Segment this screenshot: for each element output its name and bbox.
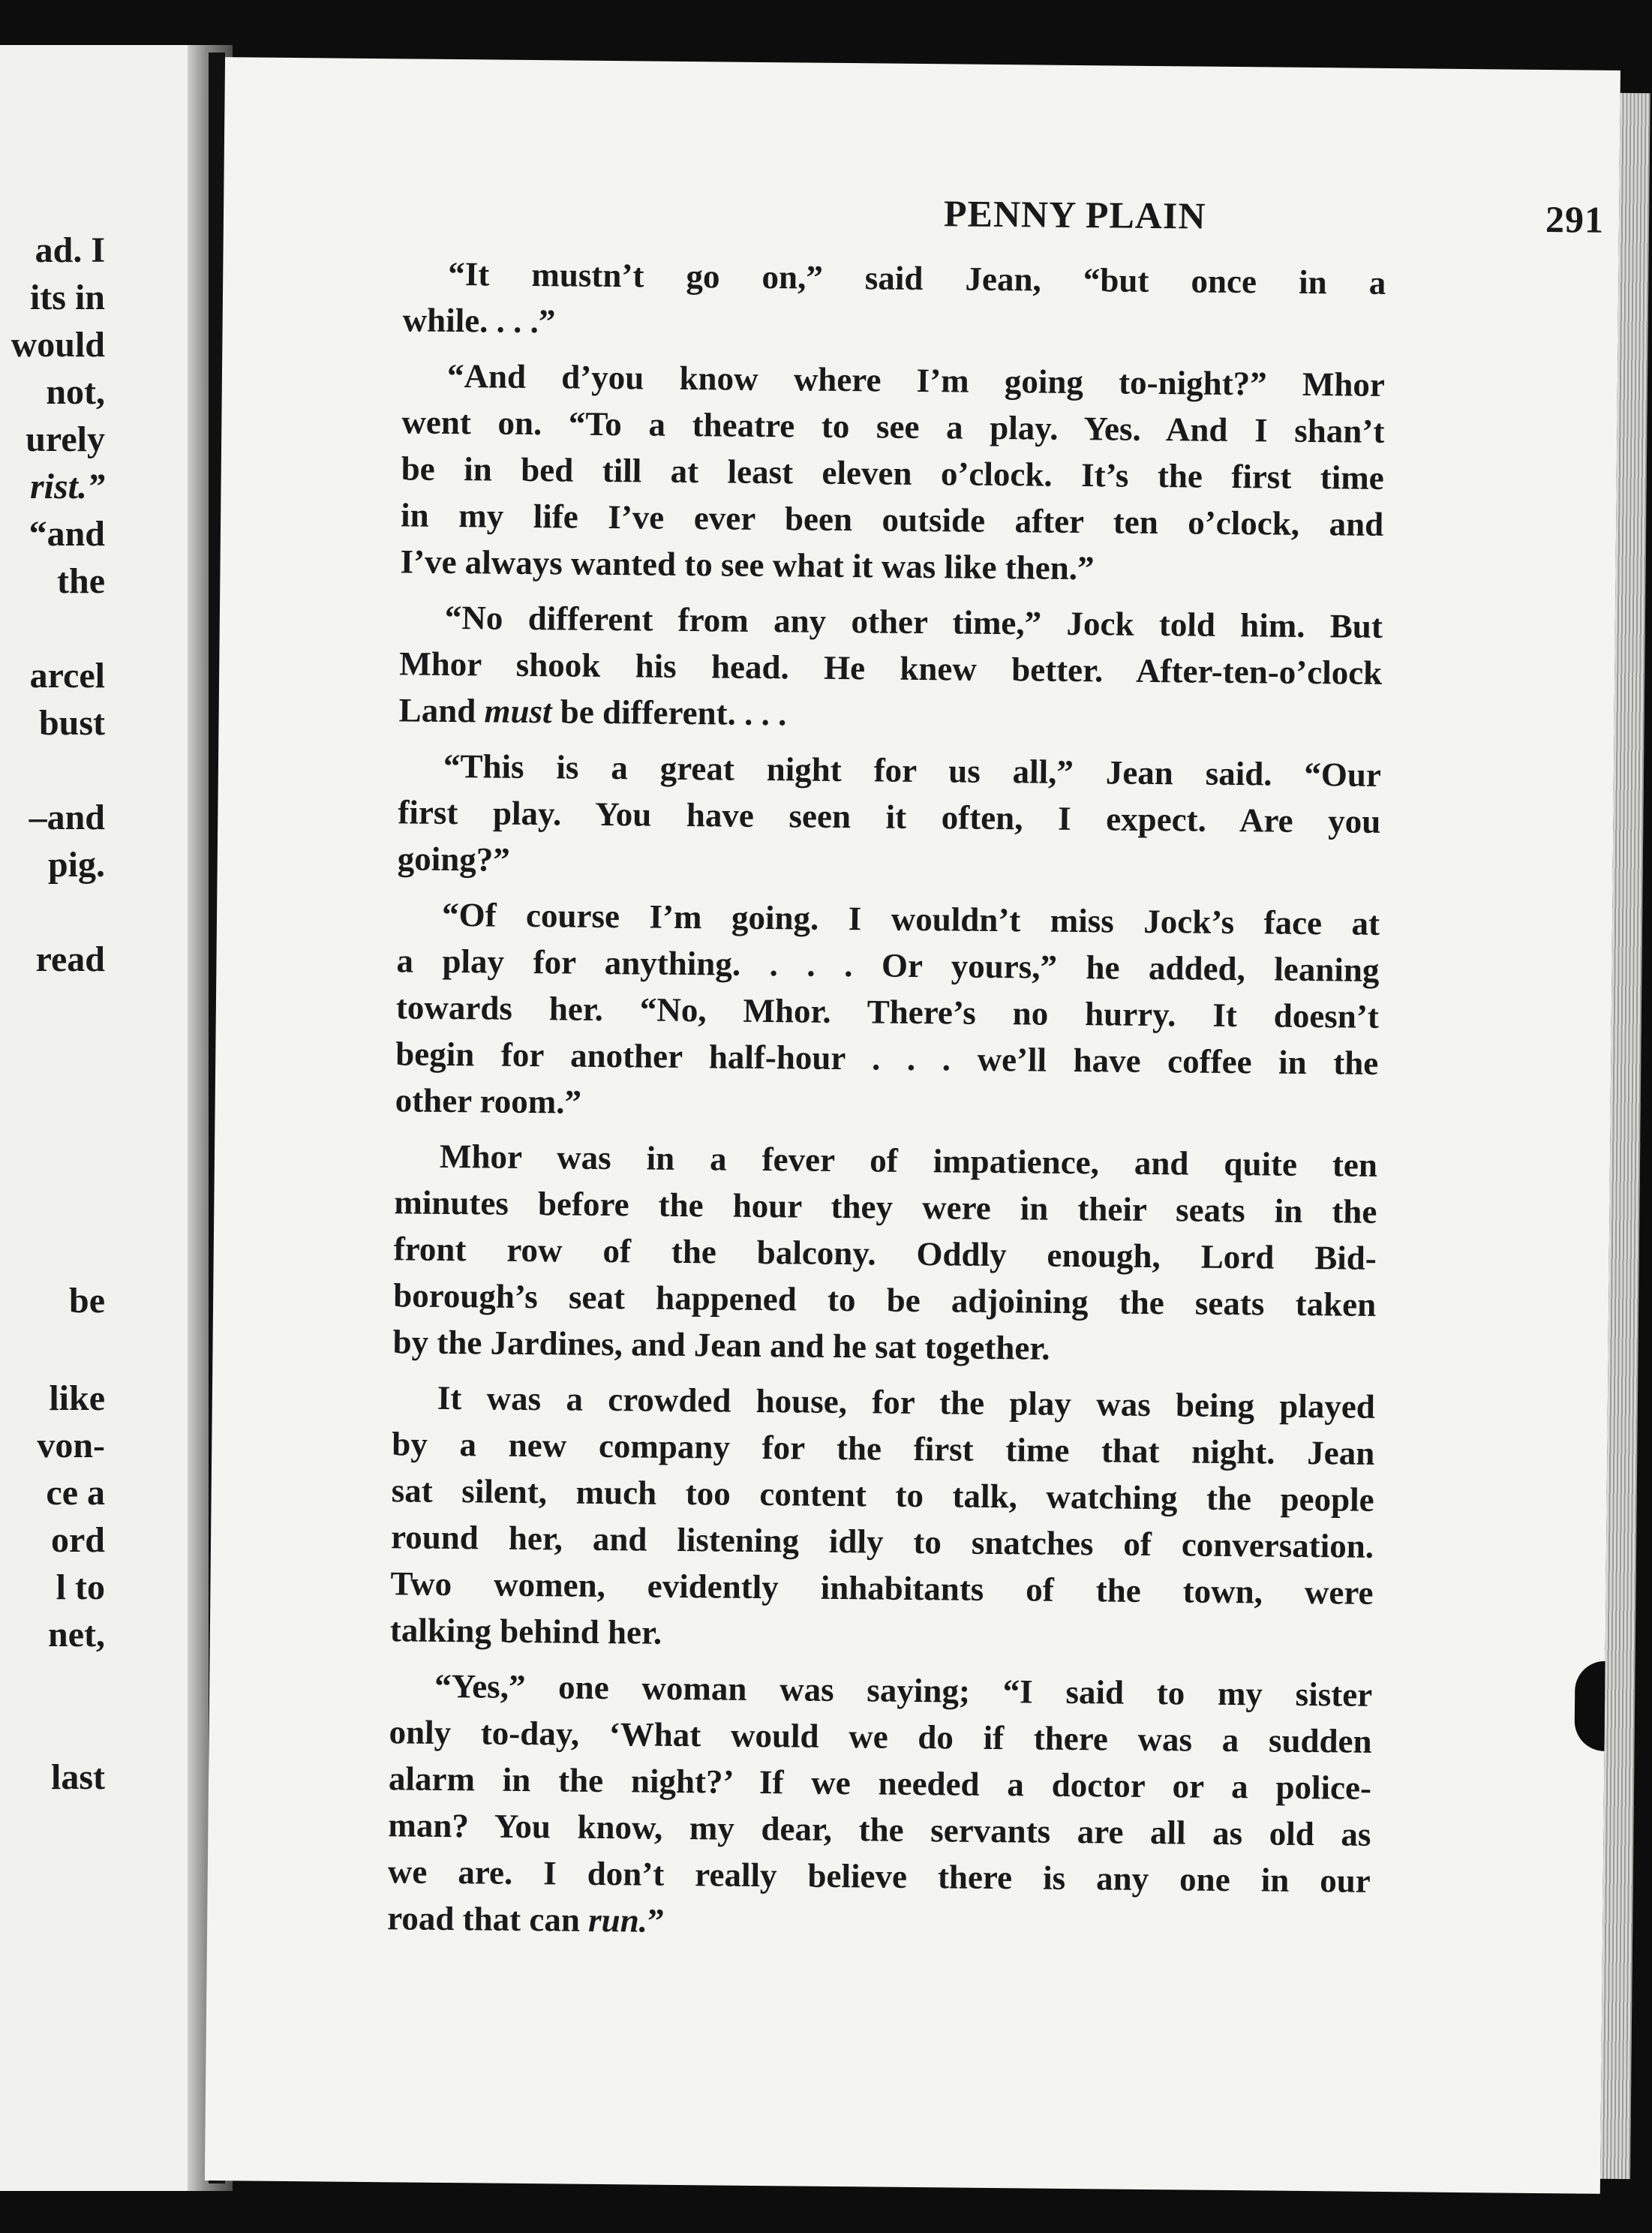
text-line: sat silent, much too content to talk, watching the people [391,1471,1374,1519]
paragraph [335,1662,1373,1951]
text-line: minutes before the hour they were in their seats in the [394,1183,1377,1231]
text-line: in my life I’ve ever been outside after ten o’clock, and [400,496,1384,543]
text-line: only to-day, ‘What would we do if there was a sudden [389,1713,1372,1760]
page-edge-notch [1574,1660,1605,1751]
text-line: Mhor was in a fever of impatience, and quite ten [439,1137,1378,1184]
paragraph [346,594,1383,743]
facing-page-fragment: urely [26,419,105,459]
facing-page-fragment: like [49,1378,105,1418]
facing-page-fragment: –and [29,798,105,837]
facing-page-fragment: be [69,1281,105,1321]
text-line: begin for another half-hour . . . we’ll have coffee in the [395,1035,1379,1082]
facing-page-fragment: arcel [29,656,105,696]
facing-page-fragment: bust [38,703,105,743]
paragraph [350,250,1386,353]
text-line: “And d’you know where I’m going to-night?” Mhor [446,356,1386,404]
facing-page-fragment: would [11,325,105,365]
text-line: round her, and listening idly to snatches of conversation. [390,1518,1374,1565]
facing-page-fragment: last [51,1757,105,1797]
text-line: It was a crowded house, for the play was being played [437,1378,1376,1426]
text-line: towards her. “No, Mhor. There’s no hurry. It doesn’t [395,988,1380,1035]
facing-page-fragment: ce a [46,1473,105,1513]
paragraph [340,1132,1377,1375]
text-line: alarm in the night?’ If we needed a doctor or a police- [388,1760,1372,1807]
running-title: PENNY PLAIN [943,192,1206,237]
facing-page-fragment: ord [51,1520,105,1560]
text-line: road that can run.” [387,1899,665,1940]
text-line: other room.” [395,1081,582,1121]
running-header [719,189,1605,241]
facing-page-fragment: not, [46,372,105,412]
text-line: by the Jardines, and Jean and he sat together. [392,1323,1050,1367]
facing-page-fragment: read [35,939,105,979]
facing-page-fragment: ad. I [35,230,105,270]
text-line: Two women, evidently inhabitants of the town, were [390,1564,1374,1612]
text-line: front row of the balcony. Oddly enough, Lord Bid- [393,1230,1377,1277]
paragraph [345,742,1382,891]
facing-page-fragment: l to [56,1567,105,1607]
facing-page-fragment: rist.” [29,467,105,506]
text-line: while. . . .” [402,301,556,341]
paragraph [338,1374,1376,1663]
page-body [335,250,1386,1960]
book-page [205,57,1620,2194]
facing-page [0,45,188,2191]
text-line: “It mustn’t go on,” said Jean, “but once in a [448,254,1386,302]
text-line: “This is a great night for us all,” Jean said. “Our [443,747,1382,794]
text-line: I’ve always wanted to see what it was like then.” [400,542,1095,588]
text-line: went on. “To a theatre to see a play. Yes. And I shan’t [401,403,1385,450]
facing-page-fragment: the [57,561,105,601]
text-line: a play for anything. . . . Or yours,” he added, leaning [396,942,1380,989]
text-line: Land must be different. . . . [398,691,787,733]
text-line: we are. I don’t really believe there is any one in our [387,1853,1371,1900]
text-line: going?” [397,840,511,879]
text-line: borough’s seat happened to be adjoining the seats taken [392,1276,1377,1324]
italic-word: must [484,692,552,731]
text-line: man? You know, my dear, the servants are all as old as [388,1806,1371,1853]
facing-page-fragment: its in [29,278,105,317]
facing-page-fragment: net, [48,1615,105,1654]
facing-page-fragment: von- [37,1426,105,1465]
text-line: talking behind her. [389,1611,662,1651]
text-line: be in bed till at least eleven o’clock. It’s the first time [401,449,1384,497]
page-edge [1600,93,1650,2179]
text-line: first play. You have seen it often, I expect. Are you [398,793,1381,840]
paragraph [347,352,1385,594]
text-line: by a new company for the first time that night. Jean [392,1425,1375,1472]
text-line: Mhor shook his head. He knew better. After-ten-o’clock [399,645,1383,692]
italic-word: run. [587,1901,648,1940]
page-number: 291 [1545,197,1605,241]
text-line: “No different from any other time,” Jock told him. But [444,598,1383,645]
text-line: “Yes,” one woman was saying; “I said to my sister [434,1666,1373,1714]
paragraph [342,891,1380,1133]
facing-page-fragment: pig. [47,845,105,885]
facing-page-fragment: “and [29,514,105,554]
text-line: “Of course I’m going. I wouldn’t miss Jock’s face at [441,895,1380,942]
